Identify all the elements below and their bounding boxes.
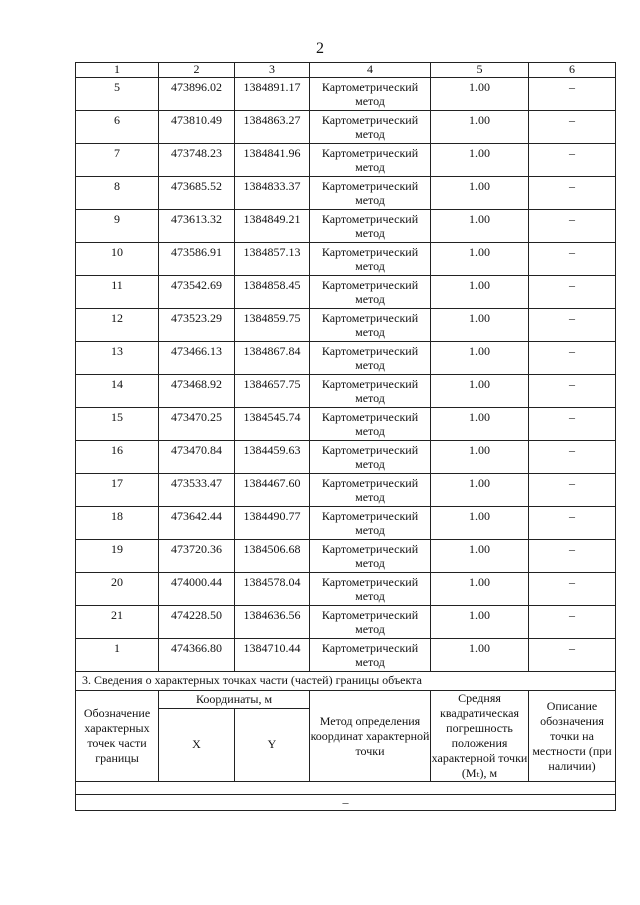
method: Картометрический метод — [310, 573, 431, 606]
description: – — [529, 309, 616, 342]
empty-mark: – — [76, 795, 616, 811]
description: – — [529, 243, 616, 276]
table-row — [76, 375, 616, 408]
coord-y: 1384859.75 — [235, 309, 310, 342]
coord-x: 473720.36 — [159, 540, 235, 573]
table-row — [76, 408, 616, 441]
description: – — [529, 573, 616, 606]
header-method: Метод определения координат характерной точки — [310, 691, 431, 782]
description: – — [529, 474, 616, 507]
coord-y: 1384867.84 — [235, 342, 310, 375]
point-number: 13 — [76, 342, 159, 375]
column-number: 3 — [235, 63, 310, 78]
error-value: 1.00 — [431, 111, 529, 144]
coord-x: 473466.13 — [159, 342, 235, 375]
point-number: 21 — [76, 606, 159, 639]
coord-y: 1384857.13 — [235, 243, 310, 276]
coord-y: 1384578.04 — [235, 573, 310, 606]
header-description: Описание обозначения точки на местности (при наличии) — [529, 691, 616, 782]
header-x: X — [159, 708, 235, 781]
error-value: 1.00 — [431, 606, 529, 639]
coord-y: 1384863.27 — [235, 111, 310, 144]
description: – — [529, 441, 616, 474]
column-number: 6 — [529, 63, 616, 78]
coord-x: 473896.02 — [159, 78, 235, 111]
coord-y: 1384841.96 — [235, 144, 310, 177]
coord-y: 1384833.37 — [235, 177, 310, 210]
description: – — [529, 111, 616, 144]
coord-x: 473533.47 — [159, 474, 235, 507]
table-row — [76, 243, 616, 276]
point-number: 11 — [76, 276, 159, 309]
point-number: 9 — [76, 210, 159, 243]
coord-x: 473523.29 — [159, 309, 235, 342]
error-value: 1.00 — [431, 177, 529, 210]
coord-x: 473748.23 — [159, 144, 235, 177]
table-row — [76, 540, 616, 573]
description: – — [529, 408, 616, 441]
point-number: 1 — [76, 639, 159, 672]
error-value: 1.00 — [431, 573, 529, 606]
method: Картометрический метод — [310, 342, 431, 375]
point-number: 8 — [76, 177, 159, 210]
method: Картометрический метод — [310, 309, 431, 342]
column-number: 2 — [159, 63, 235, 78]
table-row — [76, 441, 616, 474]
description: – — [529, 210, 616, 243]
coord-y: 1384459.63 — [235, 441, 310, 474]
error-value: 1.00 — [431, 375, 529, 408]
coord-y: 1384849.21 — [235, 210, 310, 243]
coord-y: 1384490.77 — [235, 507, 310, 540]
column-number-row — [76, 63, 616, 78]
point-number: 17 — [76, 474, 159, 507]
description: – — [529, 639, 616, 672]
coord-y: 1384657.75 — [235, 375, 310, 408]
coord-x: 473470.84 — [159, 441, 235, 474]
point-number: 10 — [76, 243, 159, 276]
table-row — [76, 78, 616, 111]
coord-y: 1384858.45 — [235, 276, 310, 309]
coord-x: 474228.50 — [159, 606, 235, 639]
page-number: 2 — [316, 40, 324, 57]
method: Картометрический метод — [310, 507, 431, 540]
table-row — [76, 144, 616, 177]
error-value: 1.00 — [431, 408, 529, 441]
error-value: 1.00 — [431, 276, 529, 309]
table-row — [76, 573, 616, 606]
error-value: 1.00 — [431, 474, 529, 507]
method: Картометрический метод — [310, 606, 431, 639]
table-row — [76, 210, 616, 243]
section-3-title: 3. Сведения о характерных точках части (частей) границы объекта — [76, 672, 616, 691]
header-designation: Обозначение характерных точек части границы — [76, 691, 159, 782]
description: – — [529, 342, 616, 375]
table-row — [76, 606, 616, 639]
method: Картометрический метод — [310, 276, 431, 309]
description: – — [529, 78, 616, 111]
description: – — [529, 507, 616, 540]
method: Картометрический метод — [310, 408, 431, 441]
coord-x: 473470.25 — [159, 408, 235, 441]
point-number: 14 — [76, 375, 159, 408]
method: Картометрический метод — [310, 375, 431, 408]
method: Картометрический метод — [310, 441, 431, 474]
error-value: 1.00 — [431, 243, 529, 276]
point-number: 16 — [76, 441, 159, 474]
description: – — [529, 177, 616, 210]
coord-x: 473468.92 — [159, 375, 235, 408]
point-number: 6 — [76, 111, 159, 144]
table-row — [76, 639, 616, 672]
error-value: 1.00 — [431, 78, 529, 111]
coord-x: 473586.91 — [159, 243, 235, 276]
coord-y: 1384506.68 — [235, 540, 310, 573]
coord-x: 474366.80 — [159, 639, 235, 672]
table-row — [76, 177, 616, 210]
method: Картометрический метод — [310, 540, 431, 573]
method: Картометрический метод — [310, 210, 431, 243]
point-number: 12 — [76, 309, 159, 342]
description: – — [529, 606, 616, 639]
method: Картометрический метод — [310, 144, 431, 177]
description: – — [529, 540, 616, 573]
method: Картометрический метод — [310, 177, 431, 210]
point-number: 5 — [76, 78, 159, 111]
header-coordinates: Координаты, м — [159, 691, 310, 709]
point-number: 15 — [76, 408, 159, 441]
description: – — [529, 144, 616, 177]
error-value: 1.00 — [431, 342, 529, 375]
error-value: 1.00 — [431, 210, 529, 243]
coord-y: 1384710.44 — [235, 639, 310, 672]
column-number: 5 — [431, 63, 529, 78]
description: – — [529, 276, 616, 309]
table-row — [76, 474, 616, 507]
coord-x: 473613.32 — [159, 210, 235, 243]
table-row — [76, 507, 616, 540]
coord-y: 1384636.56 — [235, 606, 310, 639]
error-value: 1.00 — [431, 639, 529, 672]
table-row — [76, 111, 616, 144]
error-value: 1.00 — [431, 540, 529, 573]
column-number: 4 — [310, 63, 431, 78]
column-number: 1 — [76, 63, 159, 78]
description: – — [529, 375, 616, 408]
error-value: 1.00 — [431, 507, 529, 540]
boundary-points-table — [75, 62, 616, 811]
table-row — [76, 276, 616, 309]
section-3-title-row — [76, 672, 616, 691]
point-number: 19 — [76, 540, 159, 573]
header-error: Средняя квадратическая погрешность положения характерной точки (Мₜ), м — [431, 691, 528, 780]
section-3-empty-row — [76, 795, 616, 811]
coord-x: 474000.44 — [159, 573, 235, 606]
method: Картометрический метод — [310, 111, 431, 144]
point-number: 20 — [76, 573, 159, 606]
section-3-blank-row — [76, 782, 616, 795]
method: Картометрический метод — [310, 78, 431, 111]
coord-x: 473685.52 — [159, 177, 235, 210]
error-value: 1.00 — [431, 144, 529, 177]
point-number: 18 — [76, 507, 159, 540]
coord-y: 1384545.74 — [235, 408, 310, 441]
section-3-header-row — [76, 691, 616, 709]
table-row — [76, 342, 616, 375]
error-value: 1.00 — [431, 309, 529, 342]
header-y: Y — [235, 708, 310, 781]
method: Картометрический метод — [310, 639, 431, 672]
coord-x: 473542.69 — [159, 276, 235, 309]
error-value: 1.00 — [431, 441, 529, 474]
coord-y: 1384467.60 — [235, 474, 310, 507]
coord-x: 473810.49 — [159, 111, 235, 144]
method: Картометрический метод — [310, 474, 431, 507]
table-row — [76, 309, 616, 342]
method: Картометрический метод — [310, 243, 431, 276]
coord-x: 473642.44 — [159, 507, 235, 540]
point-number: 7 — [76, 144, 159, 177]
coord-y: 1384891.17 — [235, 78, 310, 111]
